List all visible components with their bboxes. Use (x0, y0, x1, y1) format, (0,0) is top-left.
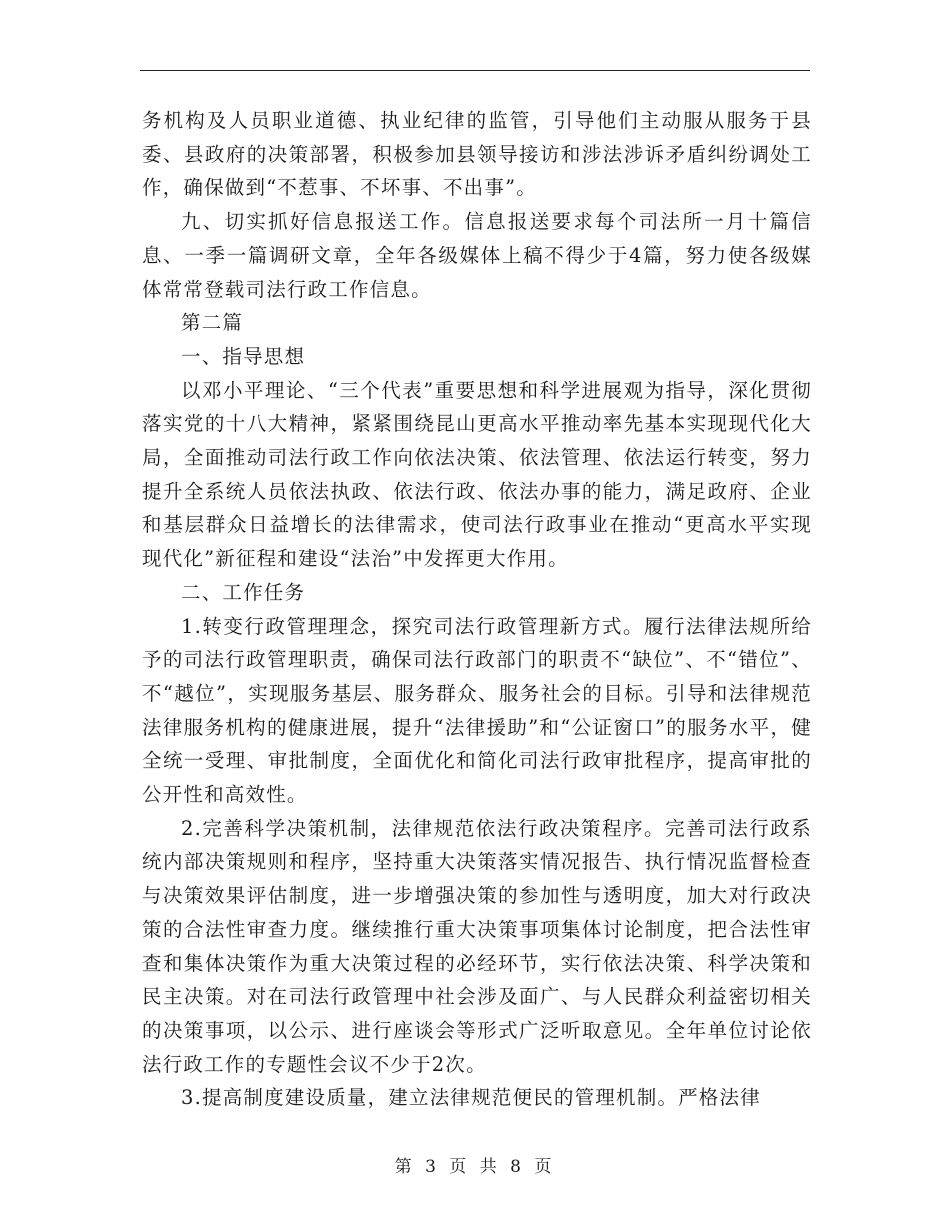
paragraph: 以邓小平理论、“三个代表”重要思想和科学进展观为指导，深化贯彻落实党的十八大精神，紧紧围绕昆山更高水平推动率先基本实现现代化大局，全面推动司法行政工作向依法决策、依法管理、依法运行转变，努力提升全系统人员依法执政、依法行政、依法办事的能力，满足政府、企业和基层群众日益增长的法律需求，使司法行政事业在推动“更高水平实现现代化”新征程和建设“法治”中发挥更大作用。 (142, 378, 812, 571)
paragraph: 3.提高制度建设质量，建立法律规范便民的管理机制。严格法律 (181, 1086, 761, 1110)
paragraph: 务机构及人员职业道德、执业纪律的监管，引导他们主动服从服务于县委、县政府的决策部署，积极参加县领导接访和涉法涉诉矛盾纠纷调处工作，确保做到“不惹事、不坏事、不出事”。 (142, 109, 812, 200)
document-body (142, 104, 812, 1115)
paragraph: 1.转变行政管理理念，探究司法行政管理新方式。履行法律法规所给予的司法行政管理职责，确保司法行政部门的职责不“缺位”、不“错位”、不“越位”，实现服务基层、服务群众、服务社会的目标。引导和法律规范法律服务机构的健康进展，提升“法律援助”和“公证窗口”的服务水平，健全统一受理、审批制度，全面优化和简化司法行政审批程序，提高审批的公开性和高效性。 (142, 614, 812, 807)
section-title: 第二篇 (181, 311, 244, 335)
heading: 二、工作任务 (181, 580, 306, 604)
paragraph: 2.完善科学决策机制，法律规范依法行政决策程序。完善司法行政系统内部决策规则和程序，坚持重大决策落实情况报告、执行情况监督检查与决策效果评估制度，进一步增强决策的参加性与透明度，加大对行政决策的合法性审查力度。继续推行重大决策事项集体讨论制度，把合法性审查和集体决策作为重大决策过程的必经环节，实行依法决策、科学决策和民主决策。对在司法行政管理中社会涉及面广、与人民群众利益密切相关的决策事项，以公示、进行座谈会等形式广泛听取意见。全年单位讨论依法行政工作的专题性会议不少于2次。 (142, 816, 812, 1076)
page-number: 第 3 页 共 8 页 (394, 1157, 556, 1177)
header-rule (140, 70, 810, 71)
heading: 一、指导思想 (181, 344, 306, 368)
paragraph: 九、切实抓好信息报送工作。信息报送要求每个司法所一月十篇信息、一季一篇调研文章，全年各级媒体上稿不得少于4篇，努力使各级媒体常常登载司法行政工作信息。 (142, 210, 812, 301)
